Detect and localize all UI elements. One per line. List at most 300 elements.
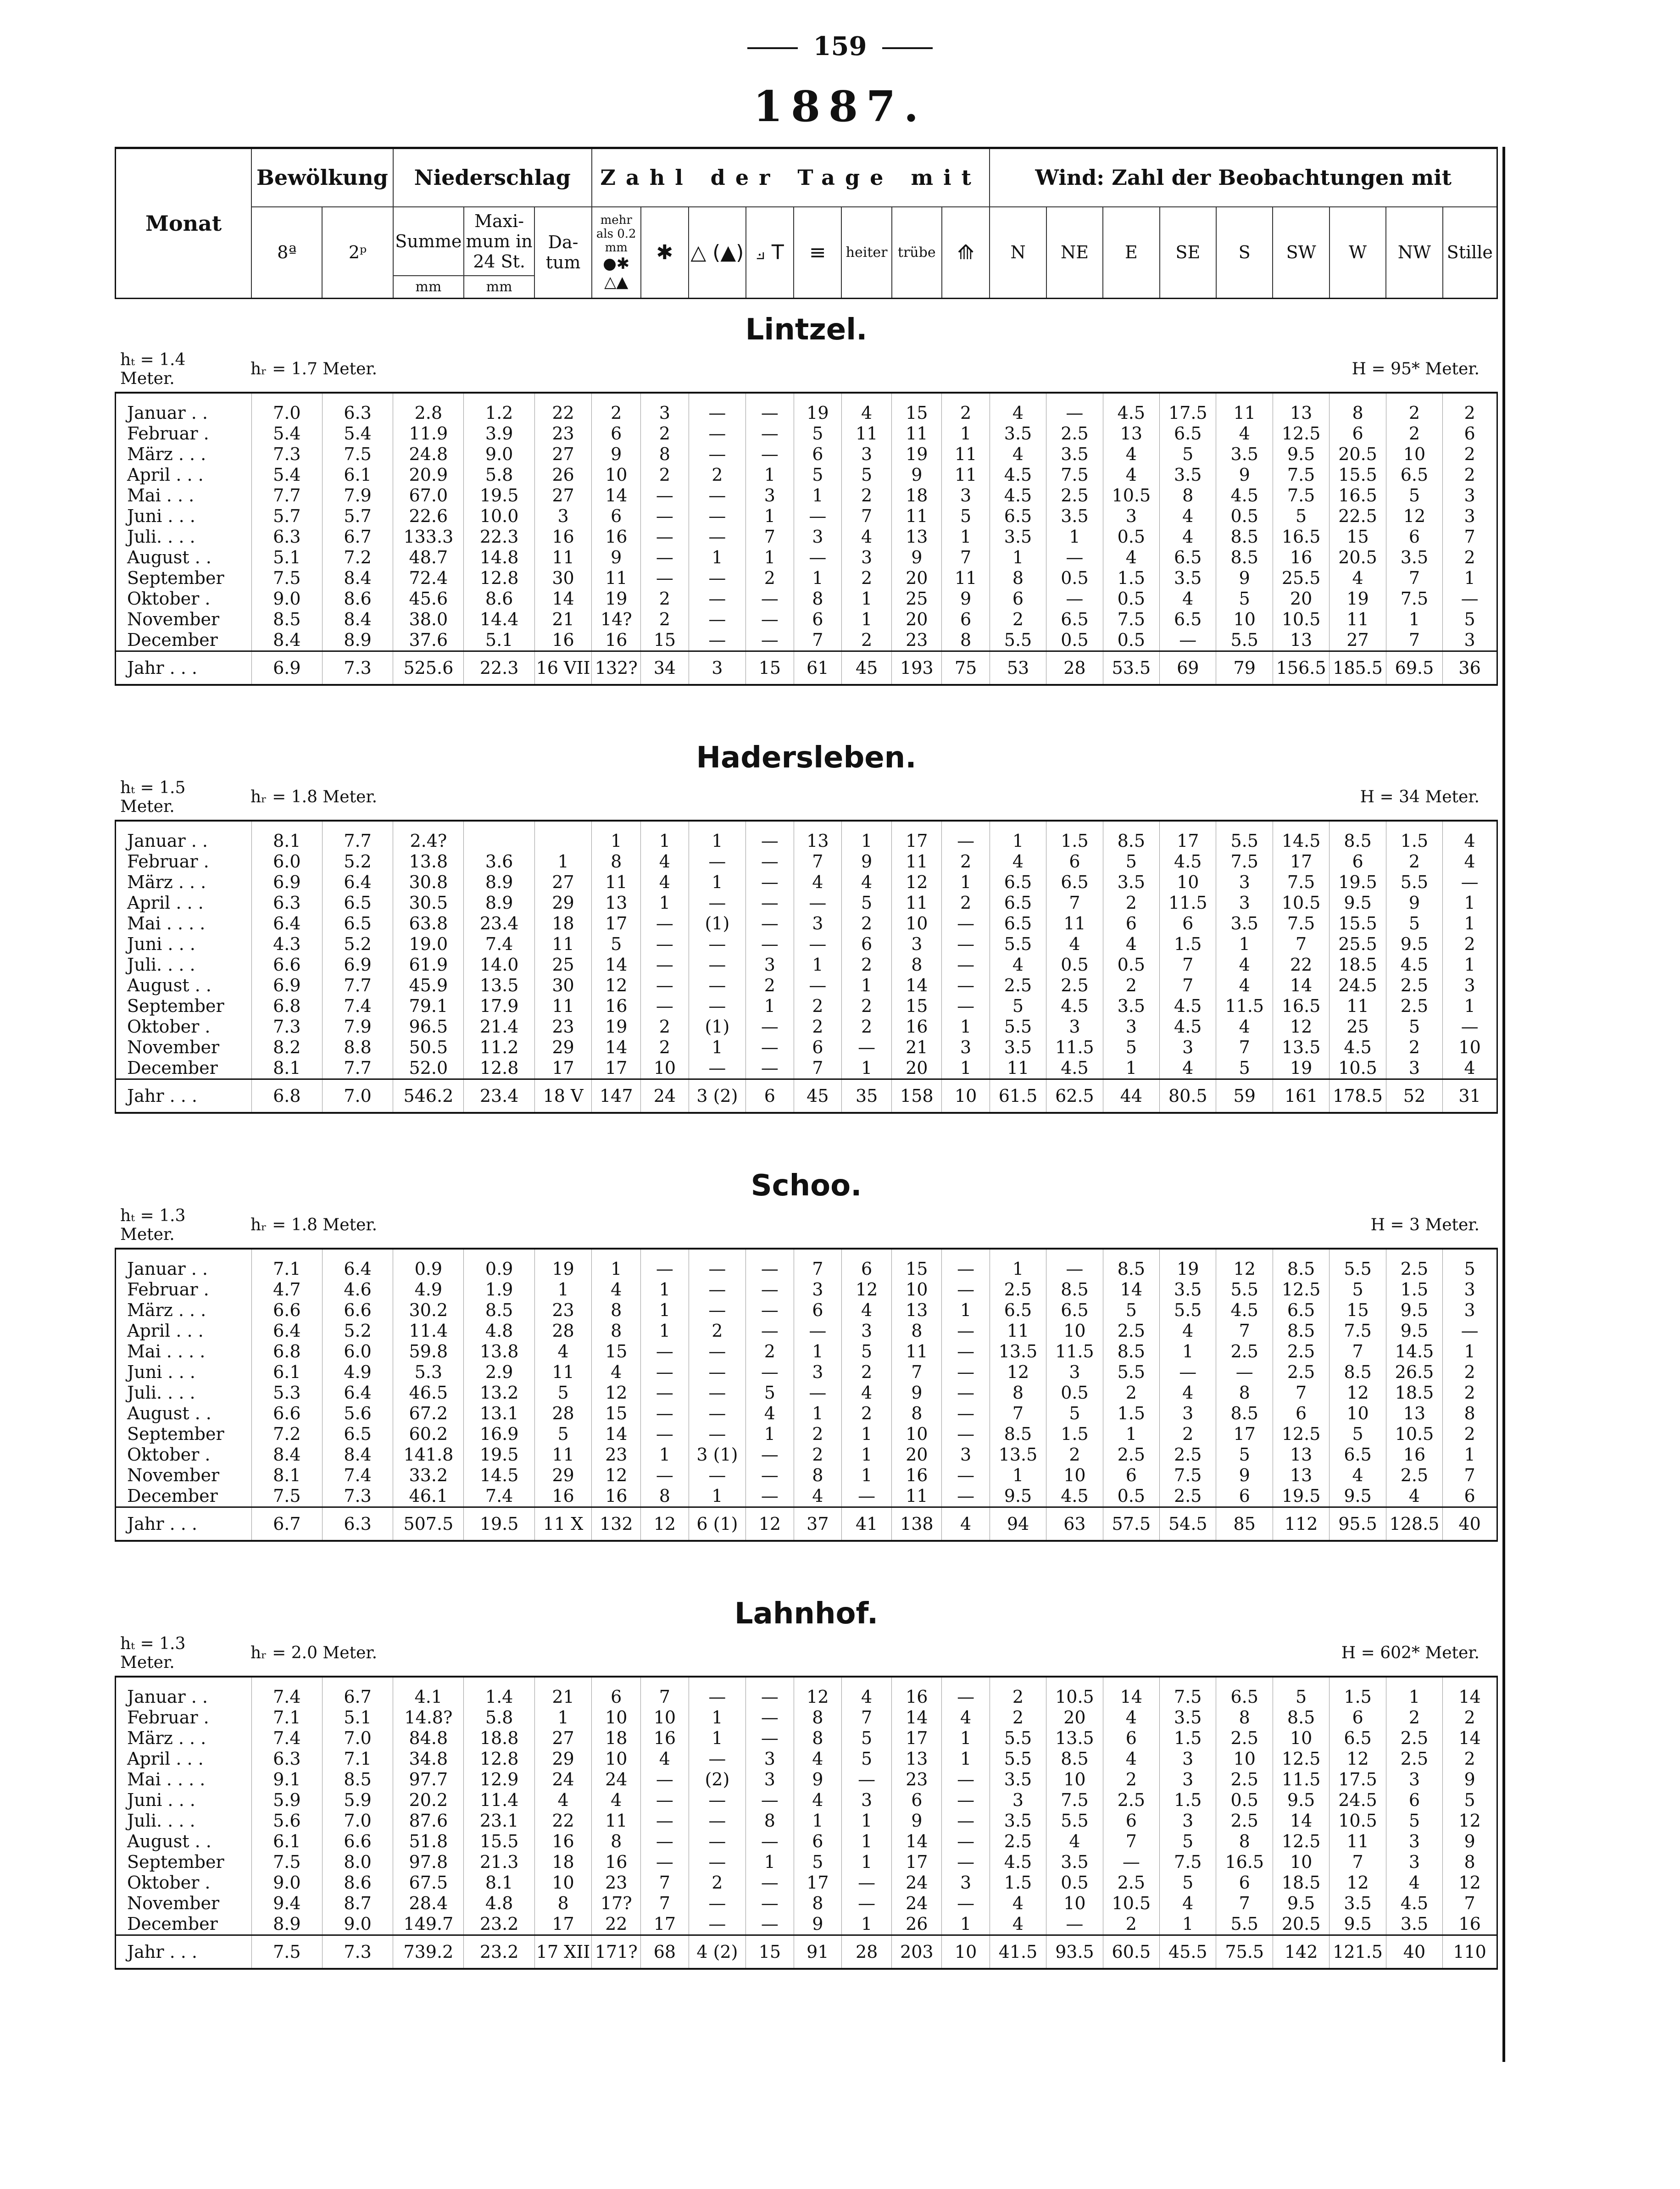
table-cell: 7.4: [251, 1687, 322, 1707]
table-cell: 20.5: [1330, 547, 1386, 568]
table-cell: 10: [534, 1872, 592, 1893]
table-cell: 11.4: [464, 1790, 534, 1811]
year-cell: 60.5: [1103, 1935, 1159, 1969]
table-cell: 5.9: [322, 1790, 393, 1811]
table-cell: 13: [1273, 403, 1329, 423]
table-cell: 0.5: [1103, 589, 1159, 609]
table-cell: 2: [1386, 1707, 1442, 1728]
table-cell: 16: [892, 1465, 942, 1486]
table-cell: 11: [592, 568, 641, 589]
table-cell: 8.4: [251, 630, 322, 651]
table-cell: 8: [794, 1728, 841, 1749]
spacer-cell: [1160, 1677, 1216, 1687]
spacer-cell: [1160, 821, 1216, 831]
table-cell: 10: [592, 465, 641, 485]
month-label: März . . .: [116, 1300, 252, 1321]
table-cell: 4: [1443, 851, 1497, 872]
table-cell: 1.5: [1103, 568, 1159, 589]
table-cell: 6: [1330, 423, 1386, 444]
table-cell: 4: [1160, 506, 1216, 527]
header-wind-ne: NE: [1046, 207, 1103, 299]
table-cell: 12: [892, 872, 942, 893]
table-cell: 1: [794, 568, 841, 589]
table-row: [116, 1687, 1497, 1707]
table-row: [116, 403, 1497, 423]
table-cell: —: [746, 1914, 794, 1935]
table-cell: 2: [641, 609, 689, 630]
table-cell: —: [942, 1790, 990, 1811]
table-cell: 27: [534, 444, 592, 465]
year-cell: 739.2: [393, 1935, 464, 1969]
table-cell: 11: [1330, 996, 1386, 1017]
month-label: Juni . . .: [116, 506, 252, 527]
table-cell: 2: [942, 403, 990, 423]
table-cell: 12.5: [1273, 423, 1329, 444]
table-cell: 8: [794, 1707, 841, 1728]
header-wind-se: SE: [1160, 207, 1216, 299]
table-cell: 6.8: [251, 1341, 322, 1362]
table-cell: 2.5: [1273, 1341, 1329, 1362]
table-cell: 4.5: [1160, 1017, 1216, 1037]
spacer-cell: [534, 1677, 592, 1687]
table-cell: 8.5: [1330, 1362, 1386, 1383]
month-label: November: [116, 609, 252, 630]
year-cell: 11 X: [534, 1507, 592, 1541]
table-cell: —: [1046, 403, 1103, 423]
year-cell: 28: [1046, 651, 1103, 685]
table-cell: 11: [942, 444, 990, 465]
month-label: Juli. . . .: [116, 1811, 252, 1831]
table-cell: 3: [746, 1749, 794, 1769]
table-cell: 5: [1216, 1058, 1273, 1079]
table-cell: 22.5: [1330, 506, 1386, 527]
table-cell: 17: [641, 1914, 689, 1935]
table-cell: 1.5: [990, 1872, 1046, 1893]
table-cell: 1: [1103, 1424, 1159, 1445]
table-cell: 48.7: [393, 547, 464, 568]
snow-icon: ✱: [641, 207, 689, 299]
table-cell: —: [942, 913, 990, 934]
table-cell: 7.4: [464, 934, 534, 955]
table-cell: 16.5: [1273, 527, 1329, 547]
table-cell: 1: [641, 1445, 689, 1465]
table-cell: 1: [689, 1486, 746, 1507]
table-cell: 2.5: [1386, 1728, 1442, 1749]
table-cell: 1: [1046, 527, 1103, 547]
table-row: [116, 913, 1497, 934]
table-cell: 13.5: [1046, 1728, 1103, 1749]
station-meta: [115, 347, 1498, 392]
table-cell: 12: [1386, 506, 1442, 527]
table-cell: 24.5: [1330, 1790, 1386, 1811]
header-wind: Wind: Zahl der Beobachtungen mit: [990, 148, 1497, 207]
table-cell: 4.5: [1386, 955, 1442, 975]
table-cell: 19.5: [464, 485, 534, 506]
table-cell: 3.5: [1160, 1279, 1216, 1300]
table-cell: 4.8: [464, 1893, 534, 1914]
header-summe: Summe: [393, 207, 464, 276]
year-cell: 132?: [592, 651, 641, 685]
table-cell: 2.5: [1386, 1259, 1442, 1279]
table-cell: 1: [689, 1728, 746, 1749]
table-cell: 13.1: [464, 1403, 534, 1424]
table-cell: 13.8: [393, 851, 464, 872]
table-cell: —: [1046, 1259, 1103, 1279]
table-cell: 51.8: [393, 1831, 464, 1852]
table-cell: 2: [689, 1872, 746, 1893]
table-cell: 5.9: [251, 1790, 322, 1811]
table-cell: 17.5: [1160, 403, 1216, 423]
table-cell: —: [641, 1811, 689, 1831]
table-cell: —: [689, 1362, 746, 1383]
table-cell: —: [746, 1279, 794, 1300]
table-row: [116, 1728, 1497, 1749]
table-cell: 1: [1160, 1914, 1216, 1935]
table-cell: 2.5: [1103, 1872, 1159, 1893]
table-cell: —: [689, 1914, 746, 1935]
table-cell: 8: [592, 1831, 641, 1852]
table-cell: 3: [942, 1037, 990, 1058]
table-cell: 10: [1046, 1321, 1103, 1341]
table-cell: 1: [746, 465, 794, 485]
table-cell: 9: [1443, 1831, 1497, 1852]
spacer-cell: [1216, 821, 1273, 831]
month-label: Juli. . . .: [116, 1383, 252, 1403]
table-cell: 2: [1443, 465, 1497, 485]
table-cell: 7.2: [251, 1424, 322, 1445]
table-cell: —: [746, 851, 794, 872]
table-row: [116, 1259, 1497, 1279]
year-cell: 4: [942, 1507, 990, 1541]
table-cell: 14: [892, 975, 942, 996]
table-cell: 2: [794, 996, 841, 1017]
table-cell: 5: [842, 1341, 892, 1362]
table-cell: 6: [592, 1687, 641, 1707]
table-cell: 10: [1046, 1893, 1103, 1914]
table-cell: 5: [1443, 1259, 1497, 1279]
table-cell: 4: [1160, 1383, 1216, 1403]
table-cell: 4: [990, 444, 1046, 465]
table-cell: 3.5: [1330, 1893, 1386, 1914]
year-cell: 132: [592, 1507, 641, 1541]
table-cell: 3: [1160, 1749, 1216, 1769]
table-cell: —: [746, 913, 794, 934]
table-cell: 1: [1443, 568, 1497, 589]
table-cell: 4: [794, 1749, 841, 1769]
table-cell: —: [1103, 1852, 1159, 1872]
table-row: [116, 1017, 1497, 1037]
spacer-cell: [592, 1677, 641, 1687]
year-cell: 142: [1273, 1935, 1329, 1969]
table-cell: 45.9: [393, 975, 464, 996]
year-cell: 110: [1443, 1935, 1497, 1969]
table-cell: 2.5: [1160, 1445, 1216, 1465]
table-cell: 5.5: [1103, 1362, 1159, 1383]
table-cell: 7: [1386, 568, 1442, 589]
table-cell: —: [689, 1341, 746, 1362]
table-cell: 16: [534, 527, 592, 547]
table-cell: 8.5: [990, 1424, 1046, 1445]
table-cell: 3.5: [1046, 506, 1103, 527]
table-cell: 9: [892, 547, 942, 568]
table-cell: 7: [1216, 1893, 1273, 1914]
table-cell: —: [641, 913, 689, 934]
table-cell: 3.5: [1046, 444, 1103, 465]
table-cell: —: [689, 485, 746, 506]
year-cell: 171?: [592, 1935, 641, 1969]
table-cell: 6.0: [251, 851, 322, 872]
table-cell: 14: [1103, 1687, 1159, 1707]
table-cell: 23: [534, 1300, 592, 1321]
table-cell: 10.5: [1103, 485, 1159, 506]
table-cell: 1: [942, 423, 990, 444]
table-cell: 0.9: [393, 1259, 464, 1279]
header-2p: 2ᵖ: [322, 207, 393, 299]
table-cell: 2.5: [1386, 975, 1442, 996]
table-cell: 3: [794, 913, 841, 934]
table-cell: 149.7: [393, 1914, 464, 1935]
spacer-cell: [746, 821, 794, 831]
table-cell: 2: [1443, 1362, 1497, 1383]
table-cell: 5: [794, 1852, 841, 1872]
table-cell: —: [794, 934, 841, 955]
year-cell: 35: [842, 1079, 892, 1113]
table-cell: 7.5: [1046, 465, 1103, 485]
table-cell: 1: [942, 1017, 990, 1037]
year-cell: 7.3: [322, 1935, 393, 1969]
table-cell: 16: [1443, 1914, 1497, 1935]
table-cell: 5.4: [251, 423, 322, 444]
table-cell: 8: [892, 955, 942, 975]
table-cell: 8.9: [464, 893, 534, 913]
table-cell: 5.5: [1216, 630, 1273, 651]
table-cell: 5.7: [251, 506, 322, 527]
year-cell: 15: [746, 651, 794, 685]
table-cell: 8.5: [322, 1769, 393, 1790]
table-row: [116, 893, 1497, 913]
table-cell: 4: [641, 872, 689, 893]
table-cell: 4.5: [990, 1852, 1046, 1872]
table-row: [116, 1279, 1497, 1300]
year-cell: 10: [942, 1935, 990, 1969]
table-cell: 8.5: [251, 609, 322, 630]
table-cell: 8.6: [322, 1872, 393, 1893]
spacer-cell: [689, 393, 746, 403]
table-cell: 10: [1443, 1037, 1497, 1058]
table-row: [116, 1445, 1497, 1465]
table-cell: 5.5: [1216, 1279, 1273, 1300]
table-cell: —: [746, 831, 794, 851]
table-row: [116, 1707, 1497, 1728]
year-row: [116, 1507, 1497, 1541]
table-cell: 8.1: [464, 1872, 534, 1893]
table-cell: 8.5: [1103, 831, 1159, 851]
table-cell: 29: [534, 1465, 592, 1486]
table-cell: 25.5: [1273, 568, 1329, 589]
table-cell: —: [746, 1259, 794, 1279]
table-cell: 6: [794, 1831, 841, 1852]
table-cell: 9.0: [464, 444, 534, 465]
month-label: August . .: [116, 1831, 252, 1852]
table-cell: 6.6: [251, 955, 322, 975]
table-cell: 6: [1386, 527, 1442, 547]
table-cell: 4: [794, 1790, 841, 1811]
year-cell: 185.5: [1330, 651, 1386, 685]
table-cell: 19: [1330, 589, 1386, 609]
month-label: Februar .: [116, 1279, 252, 1300]
table-cell: 16: [592, 1852, 641, 1872]
year-cell: 161: [1273, 1079, 1329, 1113]
table-cell: —: [1443, 1017, 1497, 1037]
table-cell: 1: [534, 1707, 592, 1728]
table-cell: 141.8: [393, 1445, 464, 1465]
table-cell: —: [746, 1465, 794, 1486]
table-cell: 11: [534, 996, 592, 1017]
table-row: [116, 1811, 1497, 1831]
table-cell: —: [1046, 589, 1103, 609]
table-cell: 11: [942, 465, 990, 485]
table-cell: 4.5: [1160, 996, 1216, 1017]
table-cell: 1: [746, 1852, 794, 1872]
spacer-cell: [689, 821, 746, 831]
year-cell: 95.5: [1330, 1507, 1386, 1541]
table-cell: 1: [990, 1259, 1046, 1279]
month-label: Februar .: [116, 851, 252, 872]
table-cell: 1: [842, 1811, 892, 1831]
station-ht: hₜ = 1.3 Meter.: [120, 1206, 186, 1244]
table-cell: 14: [892, 1831, 942, 1852]
table-cell: 10: [892, 1424, 942, 1445]
station-data-table: [115, 392, 1498, 686]
table-cell: 23: [592, 1872, 641, 1893]
table-cell: 5: [1386, 913, 1442, 934]
table-cell: 6.6: [322, 1300, 393, 1321]
table-cell: —: [689, 1259, 746, 1279]
table-cell: 6: [842, 934, 892, 955]
table-cell: —: [689, 609, 746, 630]
table-cell: 5.5: [1386, 872, 1442, 893]
table-cell: 1: [641, 1321, 689, 1341]
table-cell: 2.5: [990, 975, 1046, 996]
table-cell: 9: [1443, 1769, 1497, 1790]
table-cell: (1): [689, 1017, 746, 1037]
table-cell: 18.5: [1330, 955, 1386, 975]
spacer-cell: [1216, 1249, 1273, 1259]
table-cell: 11.5: [1046, 1037, 1103, 1058]
spacer-cell: [794, 1249, 841, 1259]
month-label: December: [116, 1058, 252, 1079]
table-cell: 8: [942, 630, 990, 651]
table-cell: 3: [842, 1790, 892, 1811]
year-cell: 24: [641, 1079, 689, 1113]
table-cell: 11: [892, 423, 942, 444]
table-cell: 1: [794, 1811, 841, 1831]
table-cell: 3: [842, 444, 892, 465]
table-cell: 3: [1103, 1017, 1159, 1037]
table-cell: 4.5: [1216, 1300, 1273, 1321]
table-cell: —: [1443, 1321, 1497, 1341]
header-mehr-als: [592, 207, 641, 299]
table-cell: 7: [794, 851, 841, 872]
right-border-rule: [1502, 147, 1505, 2062]
table-cell: 9: [1386, 893, 1442, 913]
station-H: H = 34 Meter.: [1360, 788, 1480, 806]
table-cell: 4: [592, 1790, 641, 1811]
table-cell: 24: [892, 1893, 942, 1914]
year-cell: 4 (2): [689, 1935, 746, 1969]
table-cell: 5.3: [251, 1383, 322, 1403]
table-cell: 7.3: [251, 1017, 322, 1037]
table-cell: 11: [1330, 609, 1386, 630]
table-cell: 23: [592, 1445, 641, 1465]
table-cell: 6: [1443, 1486, 1497, 1507]
table-cell: 1: [842, 975, 892, 996]
table-cell: 11: [942, 568, 990, 589]
table-cell: 9.0: [251, 1872, 322, 1893]
table-cell: 1: [1443, 1341, 1497, 1362]
table-cell: 10: [1330, 1403, 1386, 1424]
table-cell: —: [794, 506, 841, 527]
table-cell: 5: [746, 1383, 794, 1403]
header-wind-e: E: [1103, 207, 1159, 299]
year-cell: 121.5: [1330, 1935, 1386, 1969]
table-cell: 13: [1273, 1465, 1329, 1486]
table-cell: 4: [1386, 1872, 1442, 1893]
table-cell: 4: [794, 872, 841, 893]
table-cell: 6.5: [322, 913, 393, 934]
table-cell: 18: [892, 485, 942, 506]
table-cell: 7: [641, 1687, 689, 1707]
table-cell: 16.5: [1216, 1852, 1273, 1872]
spacer-cell: [116, 1249, 252, 1259]
table-cell: 7: [1386, 630, 1442, 651]
table-cell: 2.5: [1386, 1465, 1442, 1486]
year-cell: 40: [1386, 1935, 1442, 1969]
table-cell: 3: [1046, 1362, 1103, 1383]
table-cell: 6.1: [251, 1362, 322, 1383]
table-cell: 4.5: [1046, 996, 1103, 1017]
month-label: December: [116, 1486, 252, 1507]
table-cell: 2: [842, 630, 892, 651]
thunderstorm-icon: ⟓ T: [746, 207, 794, 299]
table-cell: 1: [746, 996, 794, 1017]
table-cell: 3.9: [464, 423, 534, 444]
table-cell: 25: [1330, 1017, 1386, 1037]
table-cell: 2: [842, 1362, 892, 1383]
table-cell: 3.5: [1160, 568, 1216, 589]
table-cell: 16: [534, 1486, 592, 1507]
table-cell: 5.5: [1330, 1259, 1386, 1279]
station-meta: [115, 1631, 1498, 1676]
table-cell: 8.8: [322, 1037, 393, 1058]
header-wind-nw: NW: [1386, 207, 1442, 299]
table-cell: 6.4: [251, 1321, 322, 1341]
table-cell: 6.5: [322, 1424, 393, 1445]
table-cell: 16: [592, 996, 641, 1017]
table-cell: 9.5: [1386, 1300, 1442, 1321]
table-cell: 7.0: [322, 1811, 393, 1831]
table-cell: 1: [842, 1831, 892, 1852]
table-cell: 14: [592, 955, 641, 975]
year-cell: 45.5: [1160, 1935, 1216, 1969]
table-cell: 9: [942, 589, 990, 609]
table-cell: 5: [842, 1728, 892, 1749]
table-cell: 6.3: [251, 893, 322, 913]
table-cell: 5.1: [251, 547, 322, 568]
table-cell: 1: [746, 547, 794, 568]
table-cell: [464, 831, 534, 851]
table-cell: 2: [1443, 1383, 1497, 1403]
